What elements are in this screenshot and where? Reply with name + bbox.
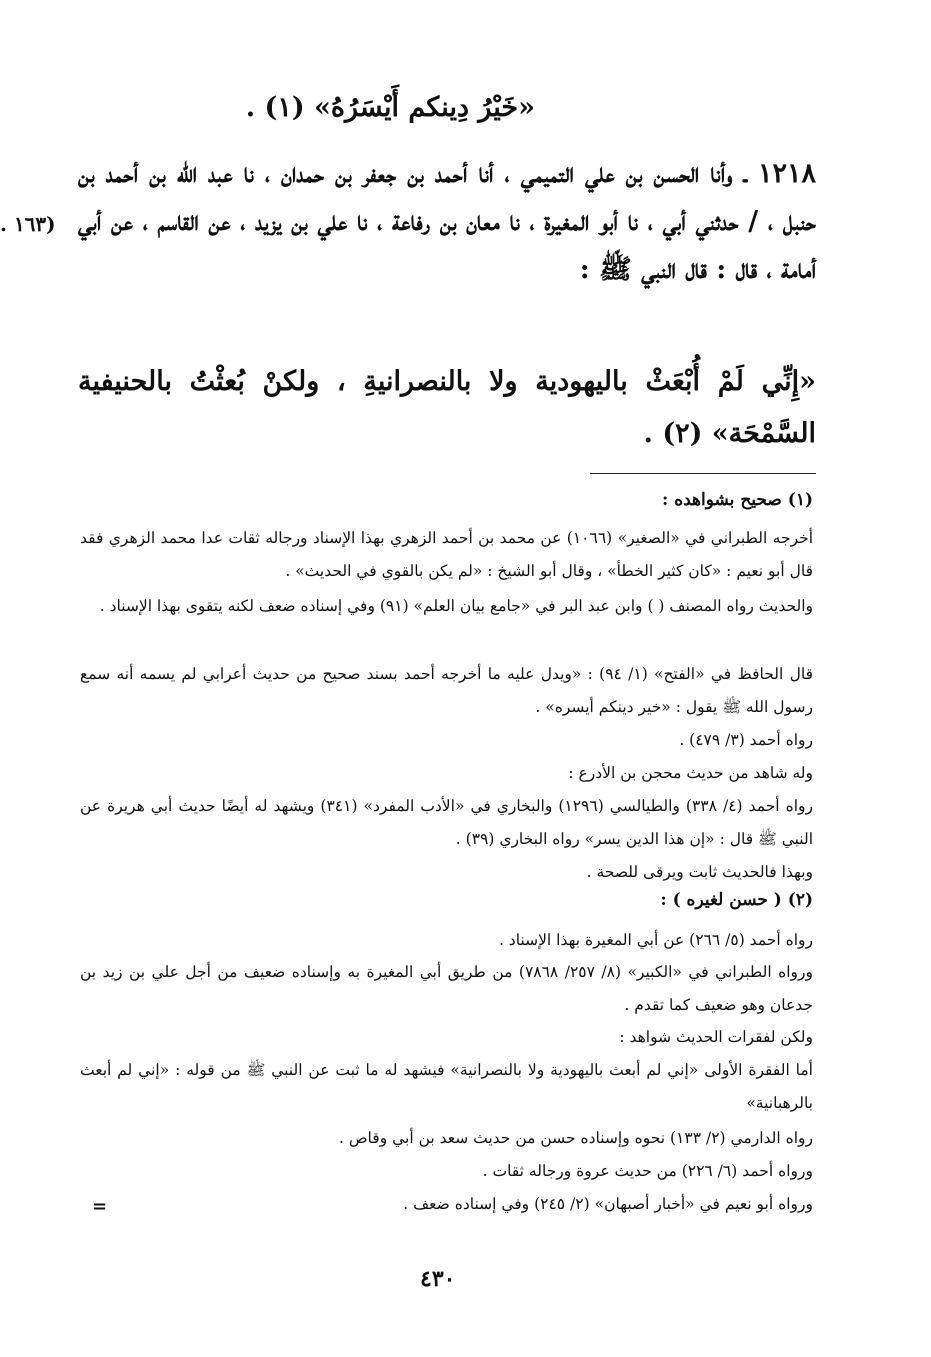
footnote-1-para-1: أخرجه الطبراني في «الصغير» (١٠٦٦) عن محمد بن أحمد الزهري بهذا الإسناد ورجاله ثقات عدا محمد الزهري فقد قال أبو نعيم : «كان كثير الخطأ» ، وقال أبو الشيخ : «لم يكن بالقوي في الحديث» . <box>80 529 814 580</box>
footnote-2-para-2: ورواه الطبراني في «الكبير» (٨/ ٢٥٧/ ٧٨٦٨) من طريق أبي المغيرة به وإسناده ضعيف من أجل علي بن زيد بن جدعان وهو ضعيف كما تقدم . <box>80 963 813 1014</box>
footnote-2-para-4: أما الفقرة الأولى «إني لم أبعث باليهودية ولا بالنصرانية» فيشهد له ما ثبت عن النبي ﷺ من قوله : «إني لم أبعث بالرهبانية» <box>80 1061 813 1112</box>
footnote-2-line-7: ورواه أبو نعيم في «أخبار أصبهان» (٢/ ٢٤٥) وفي إسناده ضعف . <box>403 1195 813 1213</box>
hadith-quote-1: «خَيْرُ دِينكم أَيْسَرُهُ» (١) . <box>245 92 535 123</box>
margin-page-reference: (١٦٣ . <box>0 212 56 236</box>
footnote-1-para-3: قال الحافظ في «الفتح» (١/ ٩٤) : «ويدل عليه ما أخرجه أحمد بسند صحيح من حديث أعرابي لم يسمه أنه سمع رسول الله ﷺ يقول : «خير دينكم أيسره» . <box>80 665 813 716</box>
footnote-1-heading: (١) صحيح بشواهده : <box>662 490 813 510</box>
footnote-2-line-1: رواه أحمد (٥/ ٢٦٦) عن أبي المغيرة بهذا الإسناد . <box>498 931 813 949</box>
footnote-separator <box>590 473 816 474</box>
footnote-2-line-6: ورواه أحمد (٦/ ٢٢٦) من حديث عروة ورجاله ثقات . <box>482 1162 813 1180</box>
footnote-1-line-7: وبهذا فالحديث ثابت ويرقى للصحة . <box>586 863 813 881</box>
footnote-1-para-2: والحديث رواه المصنف ( ) وابن عبد البر في «جامع بيان العلم» (٩١) وفي إسناده ضعف لكنه يتقوى بهذا الإسناد . <box>99 597 813 615</box>
footnote-1-line-5: وله شاهد من حديث محجن بن الأدرع : <box>568 764 813 782</box>
footnote-2-line-5: رواه الدارمي (٢/ ١٣٣) نحوه وإسناده حسن من حديث سعد بن أبي وقاص . <box>338 1129 813 1147</box>
footnote-2-line-3: ولكن لفقرات الحديث شواهد : <box>619 1028 813 1046</box>
hadith-1218-chain: ١٢١٨ ـ وأنا الحسن بن علي التميمي ، أنا أحمد بن جعفر بن حمدان ، نا عبد الله بن أحمد بن حنبل ، / حدثني أبي ، نا أبو المغيرة ، نا معان بن رفاعة ، نا علي بن يزيد ، عن القاسم ، عن أبي أمامة ، قال : قال النبي ﷺ : <box>78 158 816 285</box>
page-number: ٤٣٠ <box>420 1266 456 1292</box>
hadith-quote-2: «إِنِّي لَمْ أُبْعَثْ باليهودية ولا بالنصرانيةِ ، ولكنْ بُعثْتُ بالحنيفية السَّمْحَة» (٢) . <box>78 366 816 449</box>
footnote-2-heading: (٢) ( حسن لغيره ) : <box>660 890 813 910</box>
footnote-1-para-6: رواه أحمد (٤/ ٣٣٨) والطيالسي (١٢٩٦) والبخاري في «الأدب المفرد» (٣٤١) ويشهد له أيضًا حديث أبي هريرة عن النبي ﷺ قال : «إن هذا الدين يسر» رواه البخاري (٣٩) . <box>80 797 813 848</box>
continuation-mark: = <box>92 1196 108 1217</box>
footnote-1-line-4: رواه أحمد (٣/ ٤٧٩) . <box>679 731 813 749</box>
